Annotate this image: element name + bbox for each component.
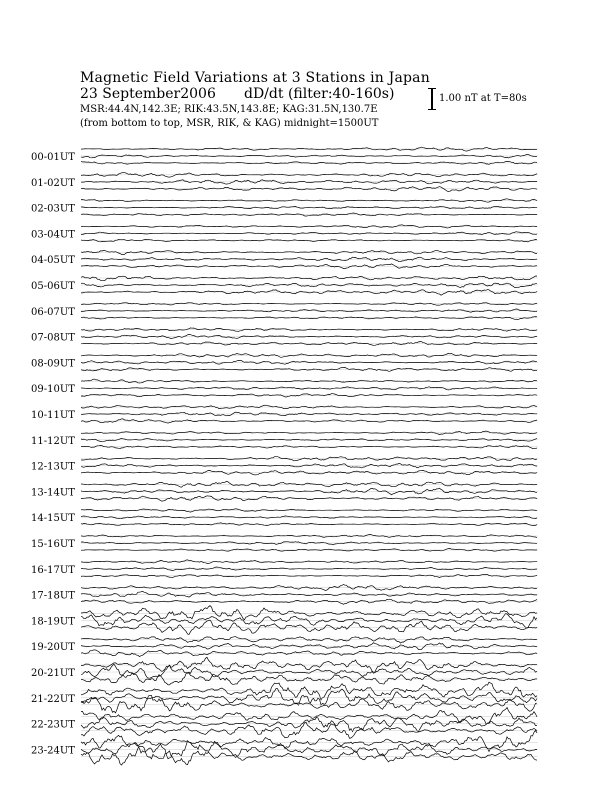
trace-rik — [81, 717, 537, 731]
hour-label: 20-21UT — [31, 668, 75, 679]
hour-label: 16-17UT — [31, 564, 75, 576]
trace-kag — [81, 457, 537, 461]
scale-label: 1.00 nT at T=80s — [439, 93, 527, 104]
hour-label: 23-24UT — [31, 745, 75, 757]
trace-rik — [81, 360, 537, 364]
trace-msr — [81, 746, 537, 765]
hour-label: 07-08UT — [31, 332, 75, 344]
component-filter-label: dD/dt (filter:40-160s) — [244, 86, 395, 102]
trace-kag — [81, 657, 537, 672]
trace-kag — [81, 509, 537, 512]
hour-label: 13-14UT — [31, 487, 75, 499]
trace-rik — [81, 591, 537, 597]
trace-kag — [81, 250, 537, 254]
hour-label: 09-10UT — [31, 384, 75, 396]
trace-rik — [81, 232, 537, 235]
trace-rik — [81, 567, 537, 571]
trace-rik — [81, 283, 537, 288]
hour-label: 03-04UT — [31, 229, 75, 241]
hour-label: 18-19UT — [31, 616, 75, 628]
trace-rik — [81, 516, 537, 519]
trace-kag — [81, 276, 537, 281]
hour-label: 02-03UT — [31, 203, 75, 215]
hour-label: 14-15UT — [31, 513, 75, 525]
hour-label: 08-09UT — [31, 358, 75, 370]
trace-kag — [81, 637, 537, 643]
hour-label: 17-18UT — [31, 590, 75, 602]
trace-kag — [81, 535, 537, 538]
trace-rik — [81, 206, 537, 208]
trace-rik — [81, 664, 537, 678]
date-label: 23 September2006 — [80, 86, 216, 102]
station-coordinates: MSR:44.4N,142.3E; RIK:43.5N,143.8E; KAG:31.5N,130.7E — [80, 104, 378, 115]
trace-msr — [81, 290, 537, 296]
trace-rik — [81, 335, 537, 339]
hour-label: 00-01UT — [31, 152, 75, 163]
chart-title: Magnetic Field Variations at 3 Stations in Japan — [80, 70, 430, 86]
hour-label: 11-12UT — [31, 435, 75, 447]
hour-label: 12-13UT — [31, 461, 75, 473]
hour-label: 01-02UT — [31, 177, 75, 189]
hour-label: 10-11UT — [31, 410, 75, 421]
trace-rik — [81, 488, 537, 495]
trace-msr — [81, 722, 537, 738]
hour-label: 15-16UT — [31, 539, 75, 550]
hour-label: 05-06UT — [31, 281, 75, 292]
trace-kag — [81, 707, 537, 724]
hour-label: 04-05UT — [31, 255, 75, 267]
trace-rik — [81, 155, 537, 159]
trace-msr — [81, 317, 537, 320]
station-order-note: (from bottom to top, MSR, RIK, & KAG) midnight=1500UT — [80, 118, 379, 129]
trace-msr — [81, 445, 537, 448]
trace-kag — [81, 199, 537, 202]
trace-msr — [81, 239, 537, 242]
hour-label: 06-07UT — [31, 306, 75, 318]
hour-label: 19-20UT — [31, 642, 75, 654]
hour-label: 22-23UT — [31, 719, 75, 731]
trace-rik — [81, 257, 537, 262]
trace-kag — [81, 431, 537, 435]
trace-msr — [81, 187, 537, 192]
trace-kag — [81, 303, 537, 306]
hour-label: 21-22UT — [31, 693, 75, 705]
